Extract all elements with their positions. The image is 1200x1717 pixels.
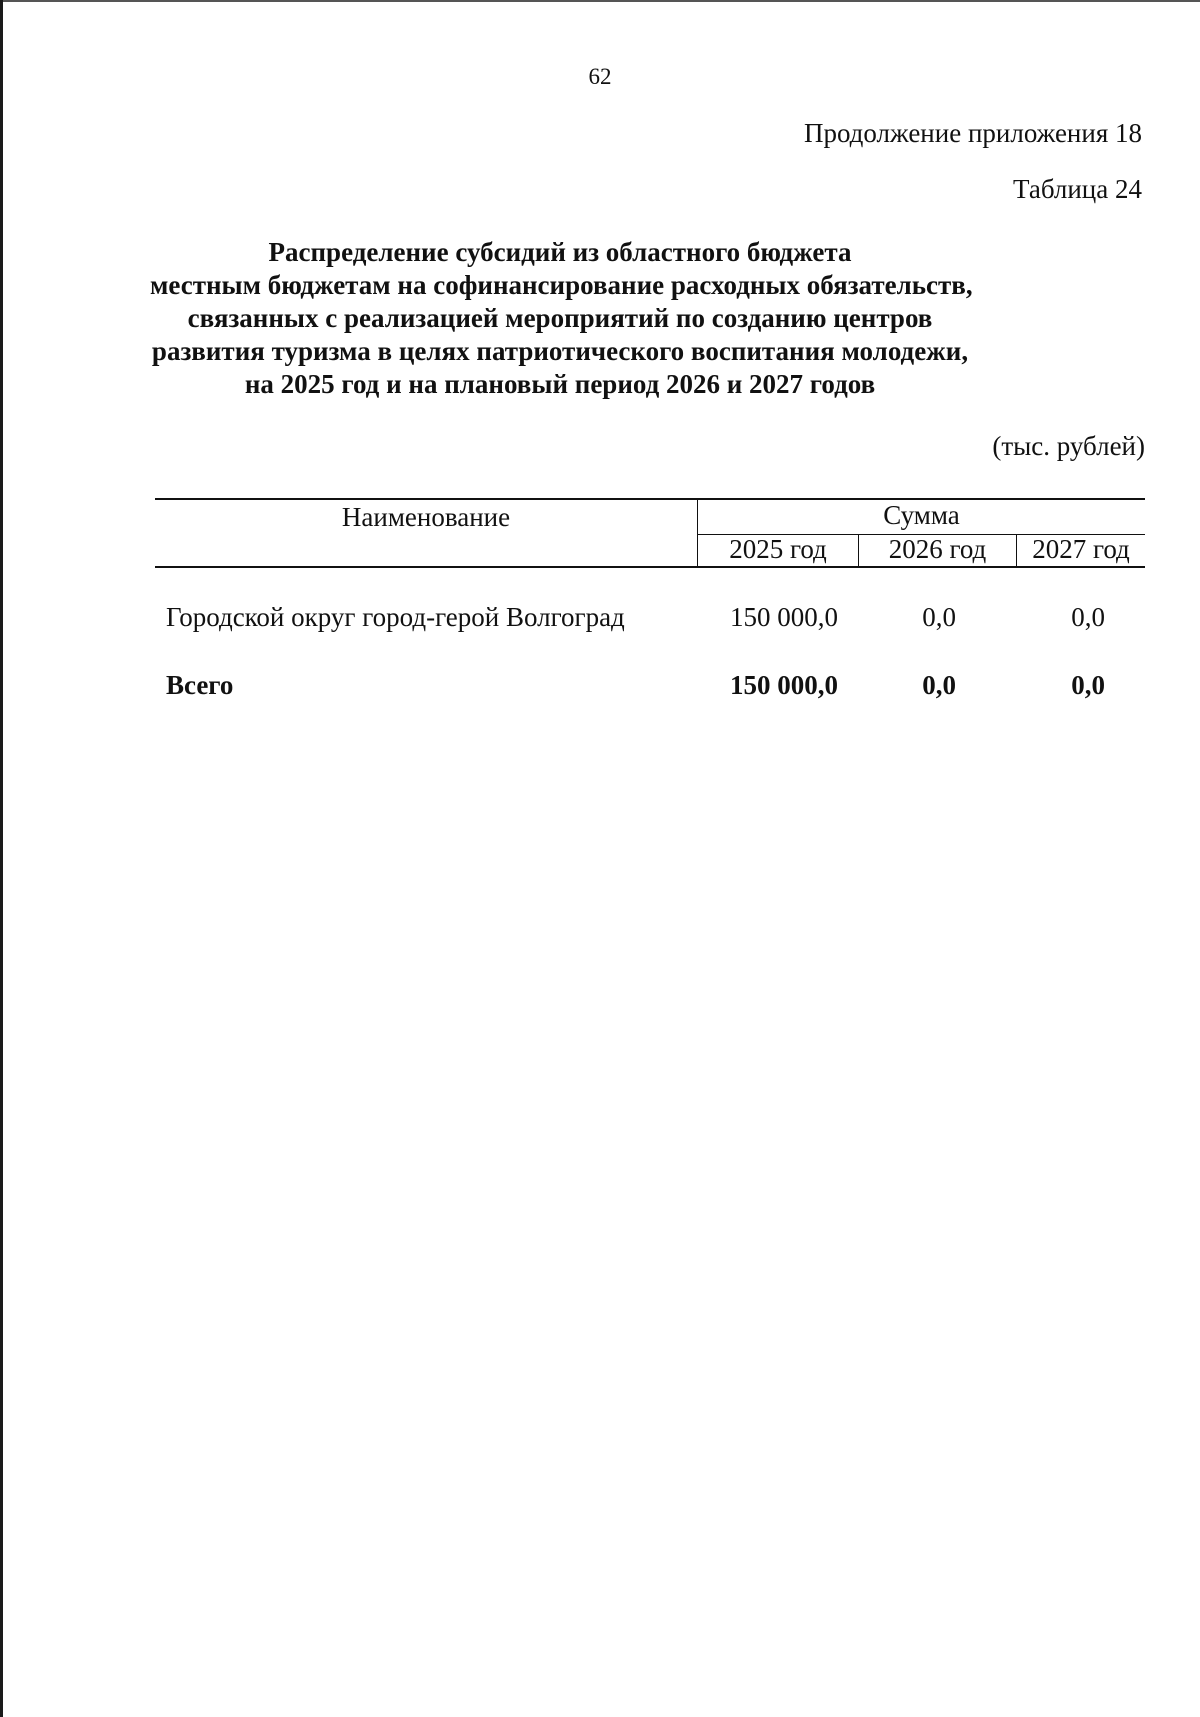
header-sum: Сумма [883, 500, 960, 530]
header-year-2027: 2027 год [1032, 534, 1130, 564]
scan-edge-top [0, 0, 1200, 2]
total-name: Всего [166, 670, 234, 700]
title-line: Распределение субсидий из областного бюджета [268, 237, 852, 267]
table-rule-header-bottom [155, 566, 1145, 568]
row-name: Городской округ город-герой Волгоград [166, 602, 625, 632]
appendix-continuation: Продолжение приложения 18 [803, 118, 1142, 148]
header-year-2025: 2025 год [729, 534, 827, 564]
header-name: Наименование [341, 502, 511, 532]
table-label: Таблица 24 [1013, 174, 1142, 204]
header-year-2026: 2026 год [888, 534, 987, 564]
document-title [150, 236, 973, 401]
row-value-2026: 0,0 [922, 602, 956, 632]
title-line: связанных с реализацией мероприятий по созданию центров [187, 303, 933, 333]
page-number: 62 [588, 64, 612, 89]
scan-edge-left [0, 0, 3, 1717]
units-label: (тыс. рублей) [992, 431, 1145, 461]
row-value-2027: 0,0 [1071, 602, 1105, 632]
title-line: на 2025 год и на плановый период 2026 и 2027 годов [244, 369, 876, 399]
title-line: местным бюджетам на софинансирование расходных обязательств, [150, 270, 973, 300]
title-line: развития туризма в целях патриотического воспитания молодежи, [151, 336, 969, 366]
total-value-2027: 0,0 [1071, 670, 1105, 700]
row-value-2025: 150 000,0 [730, 602, 838, 632]
total-value-2026: 0,0 [922, 670, 956, 700]
total-value-2025: 150 000,0 [730, 670, 838, 700]
